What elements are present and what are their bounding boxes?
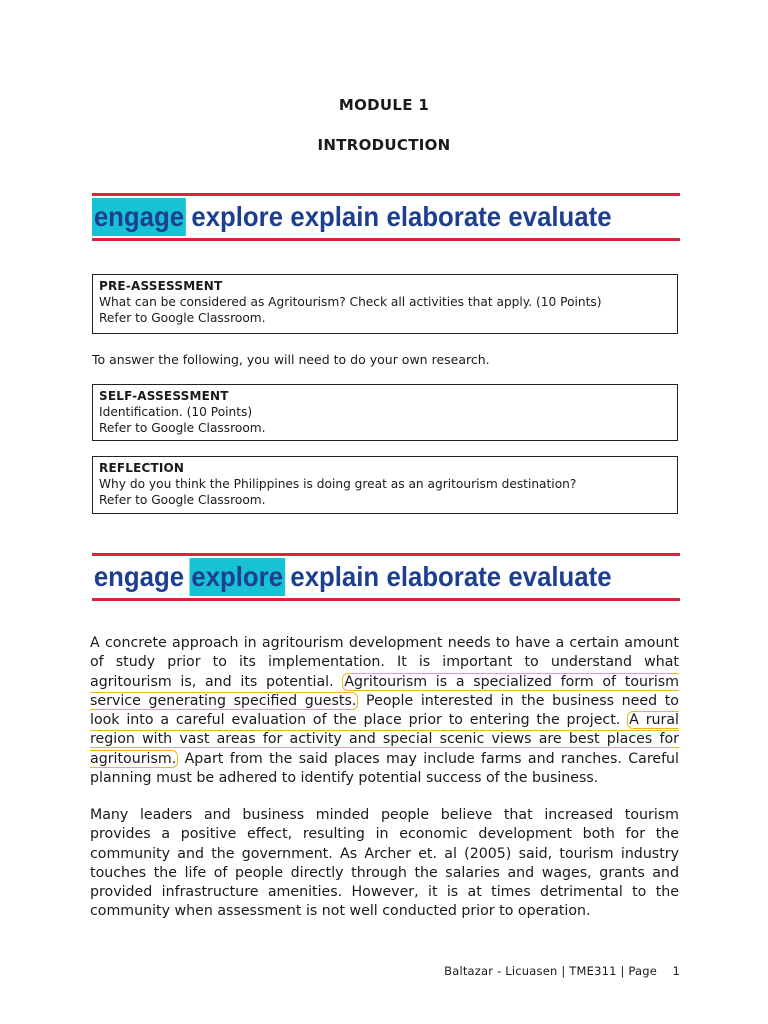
highlighted-best-places: A rural region with vast areas for activity and special scenic views are best places for agritourism. (90, 712, 679, 767)
pre-assessment-reference: Refer to Google Classroom. (99, 311, 266, 325)
banner-word-evaluate: evaluate (508, 201, 612, 232)
banner-word-explain: explain (290, 201, 380, 232)
banner-word-explore: explore (191, 201, 284, 232)
banner-word-elaborate: elaborate (386, 561, 502, 592)
section-heading: INTRODUCTION (317, 136, 451, 154)
banner-word-elaborate: elaborate (386, 201, 502, 232)
banner-word-engage: engage (92, 198, 186, 236)
pre-assessment-question: What can be considered as Agritourism? Check all activities that apply. (10 Points) (99, 295, 602, 309)
paragraph-1-text-b: People interested in the business need to look into a careful evaluation of the place prior to entering the project. (90, 692, 679, 729)
body-paragraph-1 (90, 634, 679, 788)
self-assessment-instruction: Identification. (10 Points) (99, 405, 253, 419)
banner-word-evaluate: evaluate (508, 561, 612, 592)
highlighted-definition: Agritourism is a specialized form of tourism service generating specified guests. (90, 673, 679, 709)
reflection-reference: Refer to Google Classroom. (99, 493, 266, 507)
reflection-question: Why do you think the Philippines is doing great as an agritourism destination? (99, 477, 577, 491)
research-note: To answer the following, you will need to do your own research. (92, 352, 490, 367)
5e-banner-explore (92, 553, 680, 601)
banner-word-explore: explore (190, 558, 285, 596)
reflection-title: REFLECTION (99, 461, 185, 475)
5e-banner-engage (92, 193, 680, 241)
banner-bottom-rule (92, 598, 680, 601)
paragraph-1-text-c: Apart from the said places may include farms and ranches. Careful planning must be adhered to identify potential success of the business. (90, 750, 679, 787)
banner-top-rule (92, 553, 680, 556)
body-paragraph-2: Many leaders and business minded people believe that increased tourism provides a positive effect, resulting in economic development both for the community and the government. As Archer et. al (2005) said, tourism industry touches the life of people directly through the salaries and wages, grants and provided infrastructure amenities. However, it is at times detrimental to the community when assessment is not well conducted prior to operation. (90, 807, 679, 920)
self-assessment-reference: Refer to Google Classroom. (99, 421, 266, 435)
pre-assessment-title: PRE-ASSESSMENT (99, 279, 223, 293)
banner-bottom-rule (92, 238, 680, 241)
banner-word-explain: explain (290, 561, 380, 592)
module-heading: MODULE 1 (338, 96, 430, 114)
page-footer: Baltazar - Licuasen | TME311 | Page 1 (444, 964, 680, 978)
paragraph-1-text-a: A concrete approach in agritourism development needs to have a certain amount of study prior to its implementation. It is important to understand what agritourism is, and its potential. (90, 635, 679, 690)
self-assessment-title: SELF-ASSESSMENT (99, 389, 229, 403)
pre-assessment-box (92, 274, 678, 334)
banner-top-rule (92, 193, 680, 196)
banner-word-engage: engage (93, 561, 185, 592)
self-assessment-box (92, 384, 678, 441)
reflection-box (92, 456, 678, 514)
